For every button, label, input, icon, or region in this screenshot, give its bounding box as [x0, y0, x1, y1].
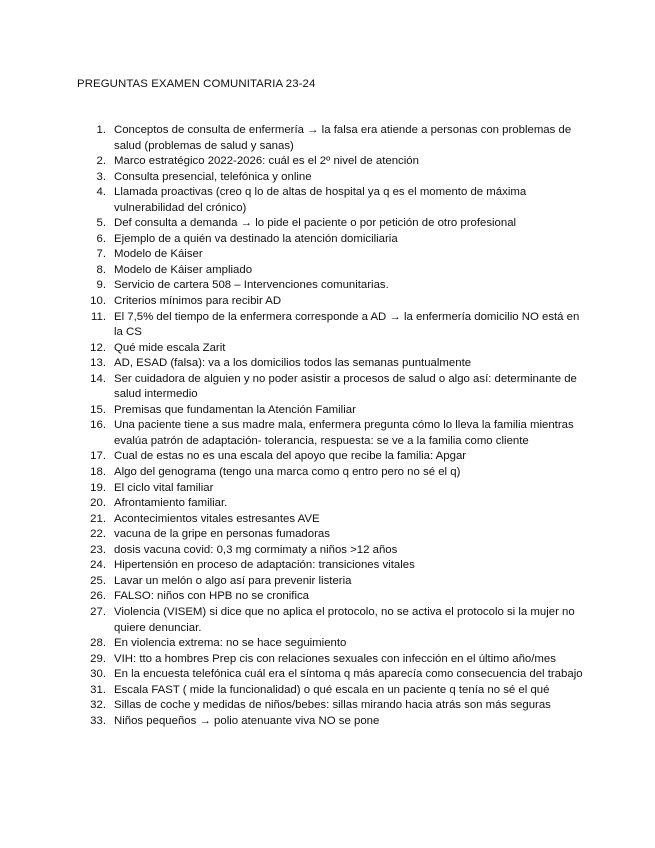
list-item: [0, 263, 655, 279]
list-item-number: 1.: [96, 124, 106, 136]
list-item: [0, 512, 655, 528]
list-item: [0, 636, 655, 652]
list-item-number: 19.: [90, 481, 106, 494]
list-item-text: Criterios mínimos para recibir AD: [114, 295, 282, 308]
list-item-text: Afrontamiento familiar.: [114, 497, 228, 510]
list-item: [0, 589, 655, 605]
list-item-number: 24.: [90, 559, 106, 572]
list-item-text: Def consulta a demanda → lo pide el paciente o por petición de otro profesional: [114, 217, 517, 230]
list-item-text: Escala FAST ( mide la funcionalidad) o qué escala en un paciente q tenía no sé el qué: [114, 683, 550, 696]
list-item: [0, 527, 655, 543]
list-item: [0, 154, 655, 170]
list-item-text: El 7,5% del tiempo de la enfermera corresponde a AD → la enfermería domicilio NO está en la CS: [114, 310, 580, 339]
list-item-text: Sillas de coche y medidas de niños/bebes: sillas mirando hacia atrás son más seguras: [114, 699, 551, 712]
list-item-text: Llamada proactivas (creo q lo de altas de hospital ya q es el momento de máxima vulnerabilidad del crónico): [114, 186, 527, 214]
list-item: [0, 310, 655, 341]
list-item: [0, 418, 655, 449]
list-item-text: Ejemplo de a quién va destinado la atención domiciliaria: [114, 232, 398, 245]
list-item-text: AD, ESAD (falsa): va a los domicilios todos las semanas puntualmente: [114, 357, 472, 370]
list-item: [0, 185, 655, 216]
list-item-number: 5.: [96, 217, 106, 230]
list-item: [0, 574, 655, 590]
list-item-number: 30.: [90, 668, 106, 681]
list-item: [0, 216, 655, 232]
list-item: [0, 278, 655, 294]
list-item-text: Premisas que fundamentan la Atención Familiar: [114, 403, 356, 416]
list-item-text: En la encuesta telefónica cuál era el síntoma q más aparecía como consecuencia del trabajo: [114, 668, 583, 681]
list-item-number: 22.: [90, 528, 106, 541]
list-item-number: 33.: [90, 714, 106, 727]
list-item-text: Conceptos de consulta de enfermería → la falsa era atiende a personas con problemas de salud (problemas de salud y sanas): [114, 124, 572, 152]
list-item-number: 26.: [90, 590, 106, 603]
list-item: [0, 170, 655, 186]
list-item: [0, 403, 655, 419]
list-item: [0, 558, 655, 574]
list-item-number: 13.: [90, 357, 106, 370]
list-item-number: 12.: [90, 341, 106, 354]
list-item-number: 9.: [96, 279, 106, 292]
list-item-number: 29.: [90, 652, 106, 665]
list-item: [0, 247, 655, 263]
list-item: [0, 232, 655, 248]
list-item-text: Modelo de Káiser: [114, 248, 203, 261]
list-item-text: Niños pequeños → polio atenuante viva NO se pone: [114, 714, 380, 727]
list-item-number: 14.: [90, 372, 106, 385]
list-item-number: 32.: [90, 699, 106, 712]
list-item: [0, 605, 655, 636]
list-item: [0, 294, 655, 310]
list-item-number: 3.: [96, 170, 106, 183]
list-item-number: 2.: [96, 155, 106, 168]
list-item-text: Marco estratégico 2022-2026: cuál es el 2º nivel de atención: [114, 155, 419, 168]
list-item-number: 18.: [90, 466, 106, 479]
list-item-number: 20.: [90, 497, 106, 510]
list-item: [0, 714, 655, 730]
list-item-number: 6.: [96, 232, 106, 245]
document-title: PREGUNTAS EXAMEN COMUNITARIA 23-24: [77, 78, 316, 90]
list-item-number: 7.: [96, 248, 106, 261]
list-item-text: Modelo de Káiser ampliado: [114, 263, 253, 276]
list-item-number: 21.: [90, 512, 106, 525]
list-item: [0, 543, 655, 559]
list-item: [0, 481, 655, 497]
list-item: [0, 698, 655, 714]
list-item-text: Qué mide escala Zarit: [114, 341, 226, 354]
list-item-number: 15.: [90, 403, 106, 416]
list-item: [0, 372, 655, 403]
list-item-number: 25.: [90, 574, 106, 587]
list-item: [0, 123, 655, 154]
list-item: [0, 683, 655, 699]
list-item: [0, 465, 655, 481]
list-item-number: 10.: [90, 295, 106, 308]
question-list: [0, 123, 655, 729]
list-item: [0, 341, 655, 357]
list-item-text: vacuna de la gripe en personas fumadoras: [114, 528, 330, 541]
list-item: [0, 356, 655, 372]
list-item-text: Hipertensión en proceso de adaptación: transiciones vitales: [114, 559, 415, 572]
list-item-text: Una paciente tiene a sus madre mala, enfermera pregunta cómo lo lleva la familia mientras evalúa patrón de adaptación- tolerancia, respuesta: se ve a la familia como cliente: [114, 419, 574, 447]
list-item-text: Lavar un melón o algo así para prevenir listeria: [114, 574, 352, 587]
list-item-text: Cual de estas no es una escala del apoyo que recibe la familia: Apgar: [114, 450, 467, 463]
list-item-text: Consulta presencial, telefónica y online: [114, 170, 312, 183]
list-item-text: Ser cuidadora de alguien y no poder asistir a procesos de salud o algo así: determinante de salud intermedio: [114, 372, 577, 401]
list-item-number: 16.: [90, 419, 106, 432]
list-item-number: 4.: [96, 186, 106, 199]
list-item: [0, 496, 655, 512]
list-item: [0, 667, 655, 683]
list-item-text: El ciclo vital familiar: [114, 481, 214, 494]
list-item-number: 27.: [90, 605, 106, 618]
list-item: [0, 652, 655, 668]
list-item-number: 28.: [90, 637, 106, 650]
list-item-number: 31.: [90, 683, 106, 696]
list-item-number: 11.: [91, 310, 106, 323]
list-item-text: Algo del genograma (tengo una marca como q entro pero no sé el q): [114, 466, 461, 479]
list-item-text: Violencia (VISEM) si dice que no aplica el protocolo, no se activa el protocolo si la mujer no quiere denunciar.: [114, 605, 575, 634]
list-item-text: dosis vacuna covid: 0,3 mg cormimaty a niños >12 años: [114, 543, 398, 556]
list-item: [0, 449, 655, 465]
list-item-text: En violencia extrema: no se hace seguimiento: [114, 637, 347, 650]
list-item-text: Acontecimientos vitales estresantes AVE: [114, 512, 320, 525]
list-item-text: VIH: tto a hombres Prep cis con relaciones sexuales con infección en el último año/mes: [114, 652, 556, 665]
list-item-number: 17.: [90, 450, 106, 463]
list-item-text: FALSO: niños con HPB no se cronifica: [114, 590, 310, 603]
list-item-number: 8.: [96, 263, 106, 276]
list-item-text: Servicio de cartera 508 – Intervenciones comunitarias.: [114, 279, 389, 292]
list-item-number: 23.: [90, 543, 106, 556]
